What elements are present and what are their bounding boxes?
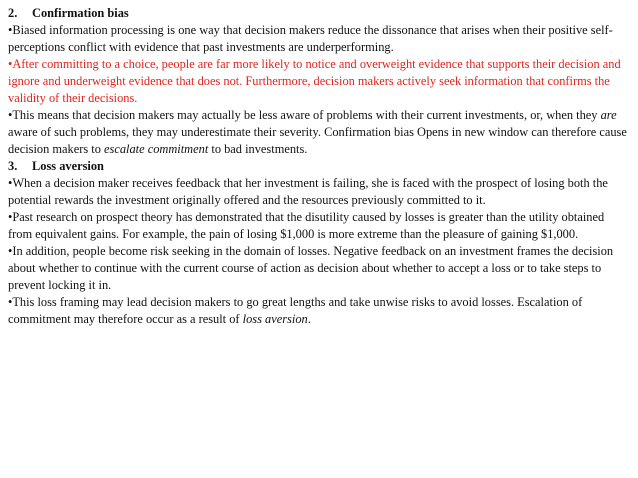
bullet-text: Biased information processing is one way that decision makers reduce the dissonance that arises when their positive self-perceptions conflict with evidence that past investments are underperforming. <box>8 23 613 54</box>
bullet-text-part: to bad investments. <box>208 142 308 156</box>
bullet-prospect-theory <box>8 209 630 243</box>
bullet-risk-seeking <box>8 243 630 294</box>
bullet-glyph: • <box>8 57 13 71</box>
bullet-text: After committing to a choice, people are far more likely to notice and overweight evidence that supports their decision and ignore and underweight evidence that does not. Furthermore, decision makers actively seek information that confirms the validity of their decisions. <box>8 57 621 105</box>
bullet-glyph: • <box>8 295 13 309</box>
bullet-less-aware <box>8 107 630 158</box>
bullet-glyph: • <box>8 244 13 258</box>
bullet-glyph: • <box>8 210 13 224</box>
emphasis-loss-aversion: loss aversion <box>242 312 308 326</box>
section-heading-confirmation-bias <box>8 5 630 22</box>
bullet-text-part: . <box>307 312 311 326</box>
section-heading-loss-aversion <box>8 158 630 175</box>
bullet-text-part: This loss framing may lead decision makers to go great lengths and take unwise risks to avoid losses. Escalation of commitment may therefore occur as a result of <box>8 295 583 326</box>
bullet-glyph: • <box>8 176 13 190</box>
section-number: 2. <box>8 6 18 20</box>
bullet-text: When a decision maker receives feedback that her investment is failing, she is faced with the prospect of losing both the potential rewards the investment originally offered and the resources previously committed to it. <box>8 176 608 207</box>
bullet-text-part: This means that decision makers may actually be less aware of problems with their current investments, or, when they <box>12 108 601 122</box>
bullet-glyph: • <box>8 108 13 122</box>
bullet-text: In addition, people become risk seeking in the domain of losses. Negative feedback on an investment frames the decision about whether to continue with the current course of action as decision about whether to accept a loss or to take steps to prevent locking it in. <box>8 244 614 292</box>
section-number: 3. <box>8 159 18 173</box>
bullet-biased-processing <box>8 22 630 56</box>
bullet-text-part: aware of such problems, they may underestimate their severity. Confirmation bias Opens in new window can therefore cause decision makers to <box>8 125 627 156</box>
section-title: Confirmation bias <box>32 6 129 20</box>
emphasis-are: are <box>600 108 617 122</box>
bullet-glyph: • <box>8 23 13 37</box>
bullet-text: Past research on prospect theory has demonstrated that the disutility caused by losses is greater than the utility obtained from equivalent gains. For example, the pain of losing $1,000 is more extreme than the pleasure of gaining $1,000. <box>8 210 605 241</box>
bullet-after-committing <box>8 56 630 107</box>
section-title: Loss aversion <box>32 159 104 173</box>
bullet-loss-framing <box>8 294 630 328</box>
emphasis-escalate-commitment: escalate commitment <box>104 142 209 156</box>
bullet-feedback-failing <box>8 175 630 209</box>
